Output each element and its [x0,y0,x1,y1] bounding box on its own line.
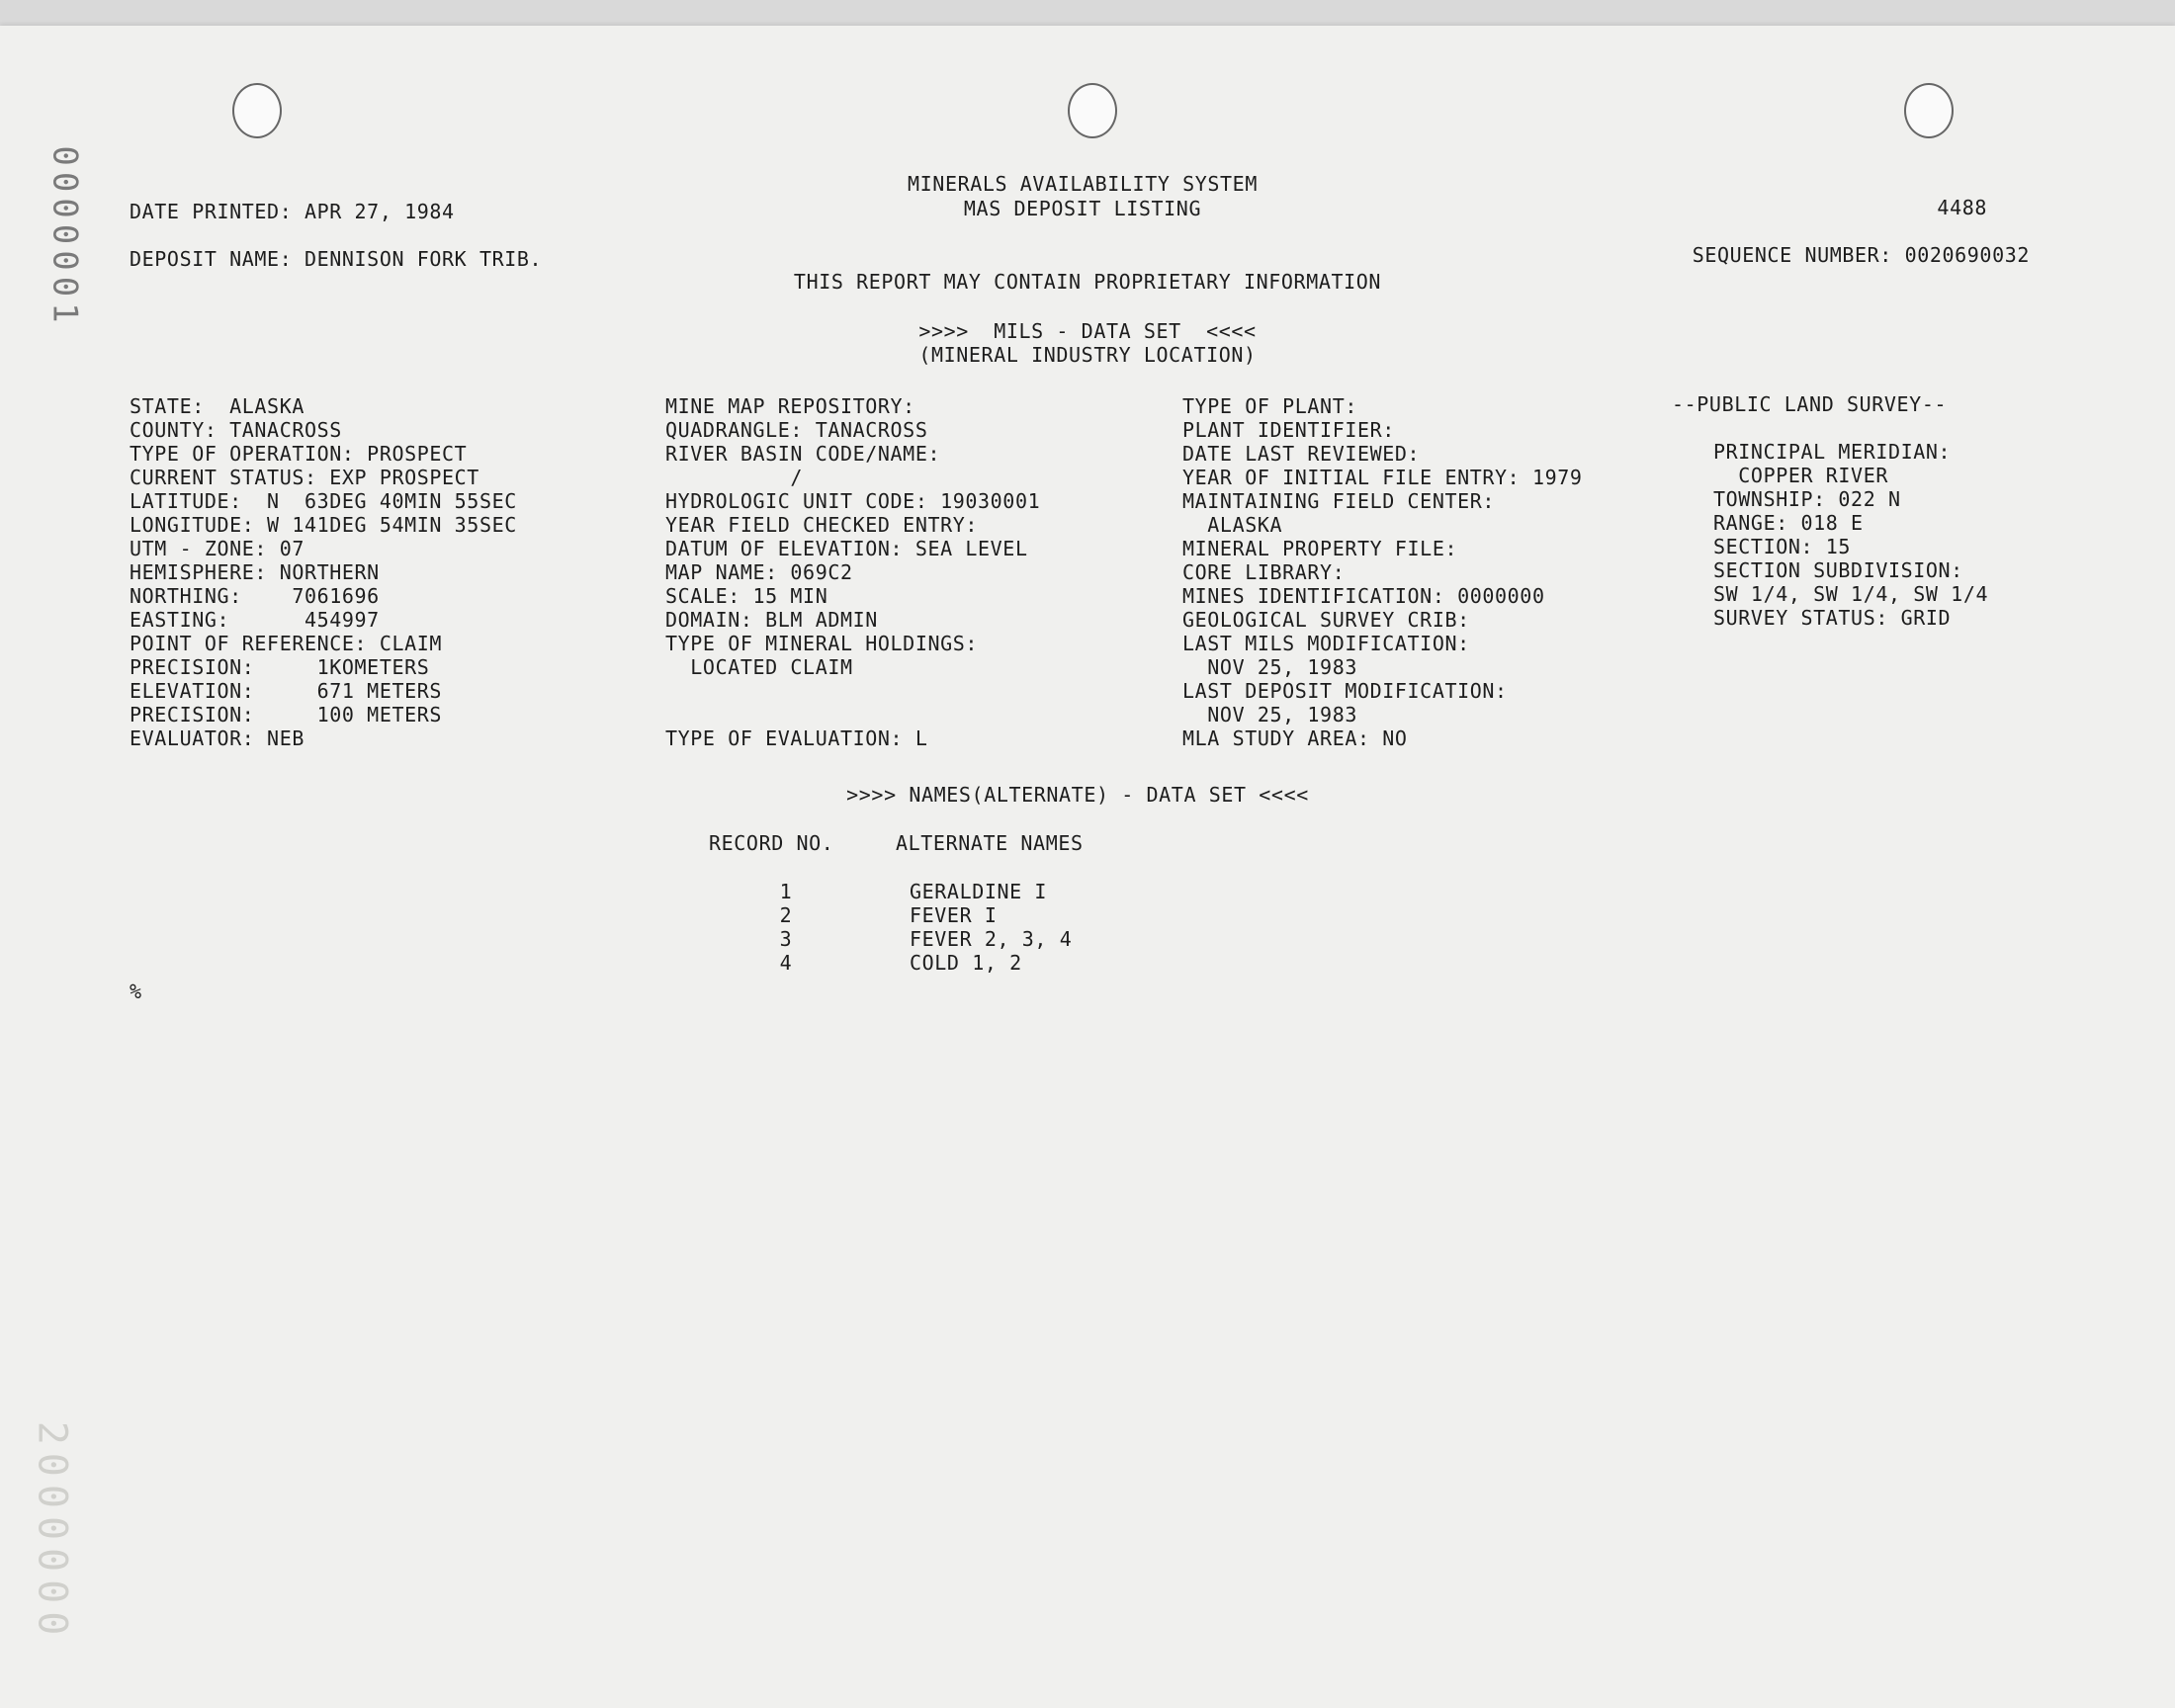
field-line: HEMISPHERE: NORTHERN [130,560,380,584]
field-line: EASTING: 454997 [130,608,380,632]
record-no: 3 [779,927,793,951]
field-line: PRECISION: 1KOMETERS [130,655,430,679]
field-line: COPPER RIVER [1713,464,1888,487]
field-line: PRECISION: 100 METERS [130,703,443,726]
map-column [665,394,1040,750]
field-line: MLA STUDY AREA: NO [1182,726,1408,750]
sequence-number: SEQUENCE NUMBER: 0020690032 [1692,243,2030,267]
field-line: RANGE: 018 E [1713,511,1864,535]
field-line: UTM - ZONE: 07 [130,537,304,560]
field-line: TOWNSHIP: 022 N [1713,487,1901,511]
field-line: COUNTY: TANACROSS [130,418,342,442]
field-line: LAST MILS MODIFICATION: [1182,632,1470,655]
field-line: STATE: ALASKA [130,394,304,418]
field-line [665,679,1040,703]
field-line: LONGITUDE: W 141DEG 54MIN 35SEC [130,513,517,537]
land-survey-column [1713,440,1988,630]
record-no: 4 [779,951,793,975]
field-line: RIVER BASIN CODE/NAME: [665,442,941,466]
field-line: YEAR FIELD CHECKED ENTRY: [665,513,979,537]
date-printed: DATE PRINTED: APR 27, 1984 [130,200,455,223]
side-stamp-lower-text: 2000000 [29,1420,75,1644]
field-line: EVALUATOR: NEB [130,726,304,750]
field-line: MINE MAP REPOSITORY: [665,394,915,418]
field-line: CORE LIBRARY: [1182,560,1346,584]
field-line: CURRENT STATUS: EXP PROSPECT [130,466,479,489]
field-line: MINERAL PROPERTY FILE: [1182,537,1458,560]
location-column [130,394,517,750]
field-line: MAINTAINING FIELD CENTER: [1182,489,1496,513]
record-no: 2 [779,903,793,927]
end-mark: % [130,980,142,1003]
field-line: SECTION SUBDIVISION: [1713,558,1963,582]
field-line: ELEVATION: 671 METERS [130,679,443,703]
page-number: 4488 [1937,196,1987,219]
public-land-survey-title: --PUBLIC LAND SURVEY-- [1672,392,1948,416]
field-line: MINES IDENTIFICATION: 0000000 [1182,584,1545,608]
field-line: GEOLOGICAL SURVEY CRIB: [1182,608,1470,632]
report-title: MINERALS AVAILABILITY SYSTEM [908,172,1258,196]
field-line: NOV 25, 1983 [1182,655,1357,679]
side-stamp-text: 0000001 [45,145,86,329]
plant-column [1182,394,1583,750]
field-line: DOMAIN: BLM ADMIN [665,608,878,632]
field-line: LOCATED CLAIM [665,655,853,679]
alternate-name: GERALDINE I [910,880,1048,903]
field-line: SECTION: 15 [1713,535,1852,558]
alternate-name: FEVER 2, 3, 4 [910,927,1073,951]
punch-hole [1904,83,1954,138]
report-subtitle: MAS DEPOSIT LISTING [963,197,1202,220]
field-line: SW 1/4, SW 1/4, SW 1/4 [1713,582,1989,606]
proprietary-notice: THIS REPORT MAY CONTAIN PROPRIETARY INFORMATION [793,270,1382,294]
side-stamp [45,128,85,346]
field-line: LAST DEPOSIT MODIFICATION: [1182,679,1508,703]
field-line: DATUM OF ELEVATION: SEA LEVEL [665,537,1028,560]
field-line [665,703,1040,726]
field-line: LATITUDE: N 63DEG 40MIN 55SEC [130,489,517,513]
field-line: NORTHING: 7061696 [130,584,380,608]
field-line: DATE LAST REVIEWED: [1182,442,1421,466]
field-line: PLANT IDENTIFIER: [1182,418,1395,442]
field-line: POINT OF REFERENCE: CLAIM [130,632,443,655]
field-line: SCALE: 15 MIN [665,584,828,608]
record-no: 1 [779,880,793,903]
dataset-subtitle: (MINERAL INDUSTRY LOCATION) [918,343,1257,367]
field-line: MAP NAME: 069C2 [665,560,853,584]
deposit-name: DEPOSIT NAME: DENNISON FORK TRIB. [130,247,543,271]
punch-hole [232,83,282,138]
field-line: YEAR OF INITIAL FILE ENTRY: 1979 [1182,466,1583,489]
field-line: SURVEY STATUS: GRID [1713,606,1952,630]
alternate-names-header: ALTERNATE NAMES [896,831,1084,855]
record-no-header: RECORD NO. [709,831,834,855]
field-line: HYDROLOGIC UNIT CODE: 19030001 [665,489,1041,513]
field-line: / [665,466,804,489]
alternate-name: COLD 1, 2 [910,951,1022,975]
field-line: QUADRANGLE: TANACROSS [665,418,928,442]
field-line: TYPE OF OPERATION: PROSPECT [130,442,468,466]
names-dataset-title: >>>> NAMES(ALTERNATE) - DATA SET <<<< [846,783,1309,807]
field-line: TYPE OF EVALUATION: L [665,726,928,750]
punch-hole [1068,83,1117,138]
alternate-name: FEVER I [910,903,998,927]
field-line: TYPE OF PLANT: [1182,394,1357,418]
field-line: TYPE OF MINERAL HOLDINGS: [665,632,979,655]
dataset-title: >>>> MILS - DATA SET <<<< [918,319,1257,343]
side-stamp-lower [29,1420,75,1644]
field-line: ALASKA [1182,513,1283,537]
field-line: NOV 25, 1983 [1182,703,1357,726]
field-line: PRINCIPAL MERIDIAN: [1713,440,1952,464]
